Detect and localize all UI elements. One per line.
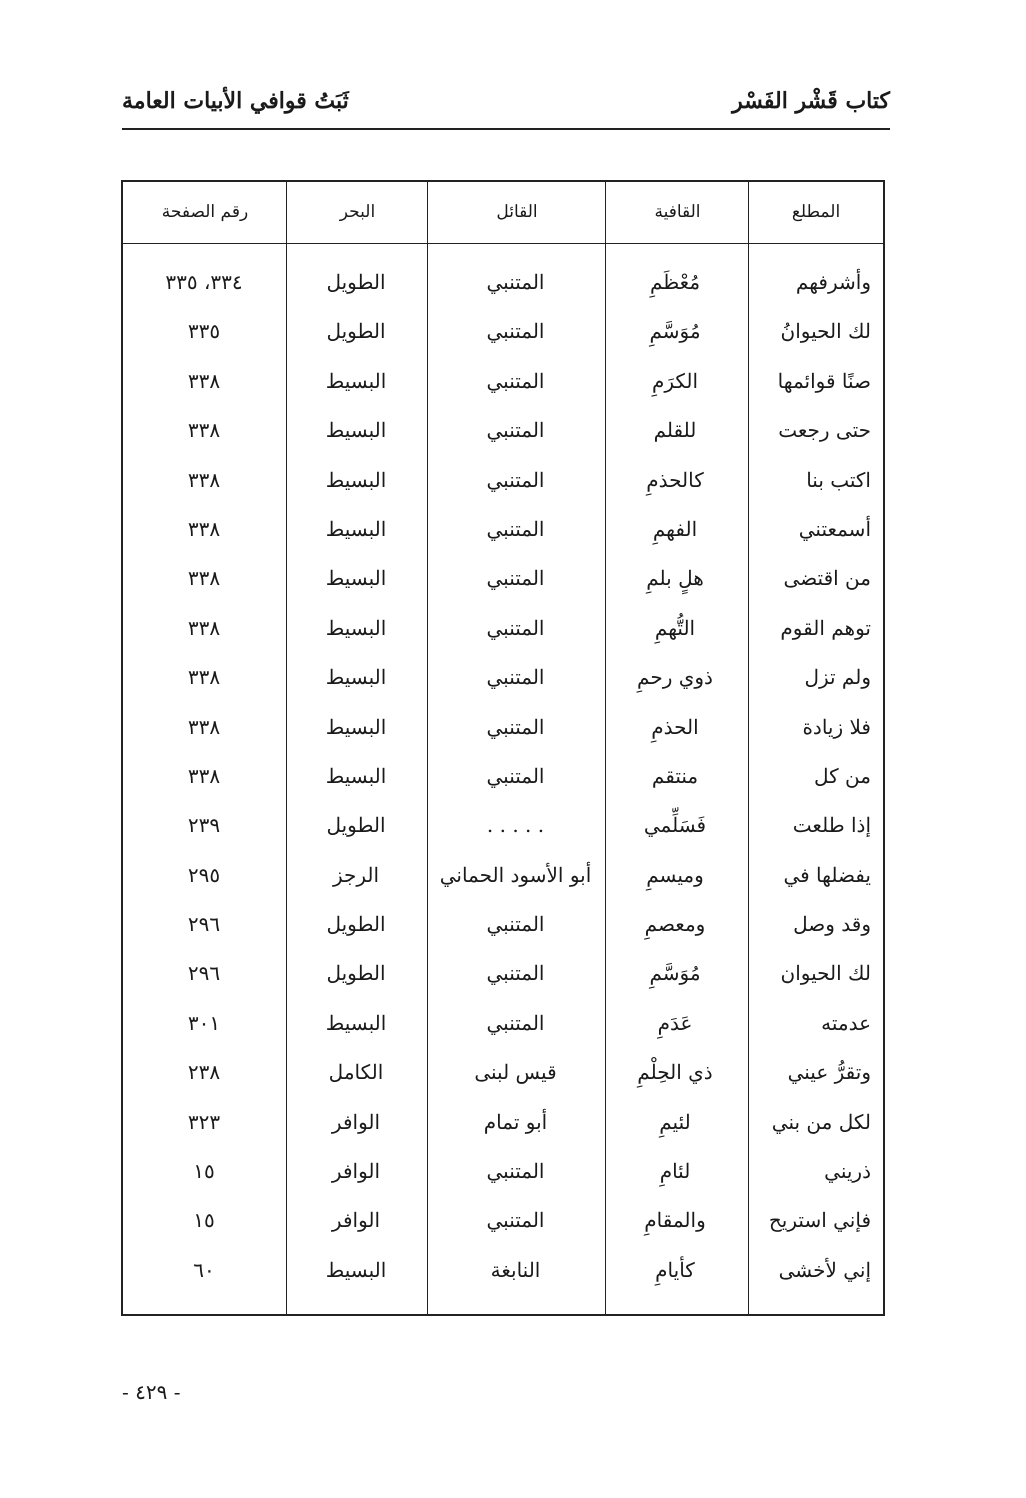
- cell-matla: وتقرُّ عيني: [787, 1060, 871, 1085]
- cell-qafia: والمقامِ: [644, 1208, 706, 1233]
- cell-bahr: البسيط: [325, 1257, 387, 1282]
- cell-bahr: البسيط: [325, 467, 387, 492]
- page-header: [122, 88, 890, 130]
- cell-qafia: فَسَلِّمي: [643, 813, 707, 838]
- cell-qafia: للقلم: [653, 418, 697, 443]
- table-row: [123, 999, 883, 1048]
- cell-page: ٢٣٩: [187, 813, 221, 838]
- cell-page: ٣٣٨: [187, 763, 221, 788]
- cell-bahr: الوافر: [331, 1208, 381, 1233]
- header-divider: [123, 243, 883, 244]
- cell-qail: المتنبي: [486, 319, 545, 344]
- cell-qafia: ذي الحِلْمِ: [637, 1060, 713, 1085]
- cell-matla: ولم تزل: [804, 665, 871, 690]
- cell-qail: المتنبي: [486, 912, 545, 937]
- table-row: [123, 357, 883, 406]
- cell-bahr: البسيط: [325, 665, 387, 690]
- cell-qail: أبو تمام: [483, 1109, 548, 1134]
- cell-page: ٣٢٣: [187, 1109, 221, 1134]
- cell-bahr: الطويل: [326, 813, 386, 838]
- cell-page: ٣٣٨: [187, 368, 221, 393]
- cell-matla: وقد وصل: [793, 912, 871, 937]
- cell-qafia: لئامِ: [659, 1159, 691, 1184]
- cell-qail: قيس لبنى: [474, 1060, 557, 1085]
- table-row: [123, 801, 883, 850]
- cell-qafia: كأيامِ: [655, 1257, 695, 1282]
- cell-matla: لكل من بني: [771, 1109, 871, 1134]
- cell-bahr: البسيط: [325, 368, 387, 393]
- cell-matla: صنًا قوائمها: [777, 368, 871, 393]
- table-row: [123, 703, 883, 752]
- table-row: [123, 406, 883, 455]
- table-row: [123, 1246, 883, 1295]
- cell-qafia: منتقم: [651, 763, 699, 788]
- cell-bahr: البسيط: [325, 1010, 387, 1035]
- table-row: [123, 752, 883, 801]
- cell-page: ٢٣٨: [187, 1060, 221, 1085]
- cell-bahr: البسيط: [325, 418, 387, 443]
- header-page: رقم الصفحة: [161, 202, 249, 222]
- cell-page: ٣٣٨: [187, 566, 221, 591]
- header-bahr: البحر: [339, 202, 376, 222]
- cell-matla: فإني استريح: [768, 1208, 871, 1233]
- cell-bahr: الطويل: [326, 270, 386, 294]
- cell-bahr: الطويل: [326, 961, 386, 986]
- cell-qafia: مُعْظَمِ: [649, 270, 701, 294]
- cell-qafia: ومعصمِ: [644, 912, 706, 937]
- table-body: [123, 258, 883, 1295]
- table-row: [123, 258, 883, 307]
- cell-qafia: لئيمِ: [659, 1109, 691, 1134]
- table-header-row: [123, 182, 883, 243]
- cell-qail: المتنبي: [486, 961, 545, 986]
- cell-page: ٢٩٦: [187, 961, 221, 986]
- cell-qail: أبو الأسود الحماني: [439, 862, 592, 887]
- cell-page: ٢٩٦: [187, 912, 221, 937]
- table-row: [123, 1098, 883, 1147]
- cell-qafia: الحذمِ: [651, 714, 699, 739]
- cell-matla: من اقتضى: [783, 566, 871, 591]
- cell-bahr: الوافر: [331, 1109, 381, 1134]
- cell-bahr: الطويل: [326, 319, 386, 344]
- table-row: [123, 949, 883, 998]
- cell-qafia: ذوي رحمِ: [637, 665, 713, 690]
- cell-matla: ذريني: [824, 1159, 871, 1184]
- cell-page: ٣٣٨: [187, 467, 221, 492]
- cell-bahr: البسيط: [325, 615, 387, 640]
- cell-matla: إني لأخشى: [778, 1257, 871, 1282]
- table-row: [123, 1196, 883, 1245]
- cell-matla: حتى رجعت: [778, 418, 871, 443]
- cell-matla: إذا طلعت: [792, 813, 871, 838]
- cell-matla: أسمعتني: [798, 516, 871, 541]
- table-row: [123, 505, 883, 554]
- section-title: ثَبَتُ قوافي الأبيات العامة: [122, 88, 349, 114]
- cell-qafia: مُوَسَّمِ: [649, 961, 701, 986]
- cell-qail: النابغة: [490, 1257, 541, 1282]
- cell-matla: توهم القوم: [780, 615, 871, 640]
- cell-page: ٣٣٤، ٣٣٥: [165, 270, 243, 294]
- cell-qail: المتنبي: [486, 467, 545, 492]
- cell-matla: عدمته: [821, 1010, 871, 1035]
- cell-qafia: الكرَمِ: [651, 368, 699, 393]
- cell-page: ٣٣٨: [187, 418, 221, 443]
- cell-qail: المتنبي: [486, 566, 545, 591]
- cell-qafia: وميسمِ: [646, 862, 704, 887]
- cell-matla: فلا زيادة: [802, 714, 871, 739]
- table-row: [123, 554, 883, 603]
- cell-qafia: مُوَسَّمِ: [649, 319, 701, 344]
- cell-bahr: البسيط: [325, 566, 387, 591]
- cell-bahr: البسيط: [325, 714, 387, 739]
- cell-page: ١٥: [193, 1159, 215, 1184]
- cell-page: ٣٠١: [187, 1010, 221, 1035]
- cell-matla: وأشرفهم: [795, 270, 871, 294]
- cell-qafia: عَدَمِ: [657, 1010, 693, 1035]
- cell-page: ٣٣٨: [187, 516, 221, 541]
- header-qafia: القافية: [654, 202, 701, 222]
- table-row: [123, 456, 883, 505]
- cell-matla: اكتب بنا: [806, 467, 871, 492]
- cell-bahr: البسيط: [325, 516, 387, 541]
- table-row: [123, 604, 883, 653]
- cell-matla: لك الحيوانُ: [780, 319, 871, 344]
- cell-qail: المتنبي: [486, 418, 545, 443]
- cell-qail: المتنبي: [486, 270, 545, 294]
- cell-qail: المتنبي: [486, 1010, 545, 1035]
- cell-page: ٣٣٨: [187, 615, 221, 640]
- cell-bahr: الطويل: [326, 912, 386, 937]
- cell-qail: المتنبي: [486, 665, 545, 690]
- cell-page: ١٥: [193, 1208, 215, 1233]
- cell-matla: لك الحيوان: [780, 961, 871, 986]
- cell-qafia: التُّهمِ: [654, 615, 696, 640]
- cell-bahr: الكامل: [328, 1060, 384, 1085]
- cell-qail: . . . . .: [486, 813, 545, 838]
- cell-matla: يفضلها في: [783, 862, 871, 887]
- cell-bahr: الوافر: [331, 1159, 381, 1184]
- cell-bahr: الرجز: [332, 862, 380, 887]
- cell-qail: المتنبي: [486, 714, 545, 739]
- cell-page: ٦٠: [193, 1257, 215, 1282]
- cell-page: ٣٣٨: [187, 714, 221, 739]
- table-row: [123, 900, 883, 949]
- cell-qail: المتنبي: [486, 368, 545, 393]
- page-number: - ٤٢٩ -: [122, 1380, 181, 1404]
- cell-qail: المتنبي: [486, 615, 545, 640]
- table-row: [123, 1147, 883, 1196]
- cell-page: ٣٣٥: [187, 319, 221, 344]
- header-qail: القائل: [496, 202, 538, 222]
- table-row: [123, 1048, 883, 1097]
- cell-qail: المتنبي: [486, 763, 545, 788]
- cell-qail: المتنبي: [486, 1208, 545, 1233]
- rhymes-table: [121, 180, 885, 1316]
- cell-page: ٣٣٨: [187, 665, 221, 690]
- table-row: [123, 307, 883, 356]
- table-row: [123, 653, 883, 702]
- cell-qafia: الفهمِ: [652, 516, 698, 541]
- cell-qail: المتنبي: [486, 516, 545, 541]
- cell-bahr: البسيط: [325, 763, 387, 788]
- cell-matla: من كل: [814, 763, 871, 788]
- cell-qafia: هلٍ بلمِ: [646, 566, 704, 591]
- cell-page: ٢٩٥: [187, 862, 221, 887]
- cell-qafia: كالحذمِ: [646, 467, 704, 492]
- book-title: كتاب قَشْر الفَسْر: [732, 88, 890, 114]
- table-row: [123, 851, 883, 900]
- cell-qail: المتنبي: [486, 1159, 545, 1184]
- header-matla: المطلع: [791, 202, 841, 222]
